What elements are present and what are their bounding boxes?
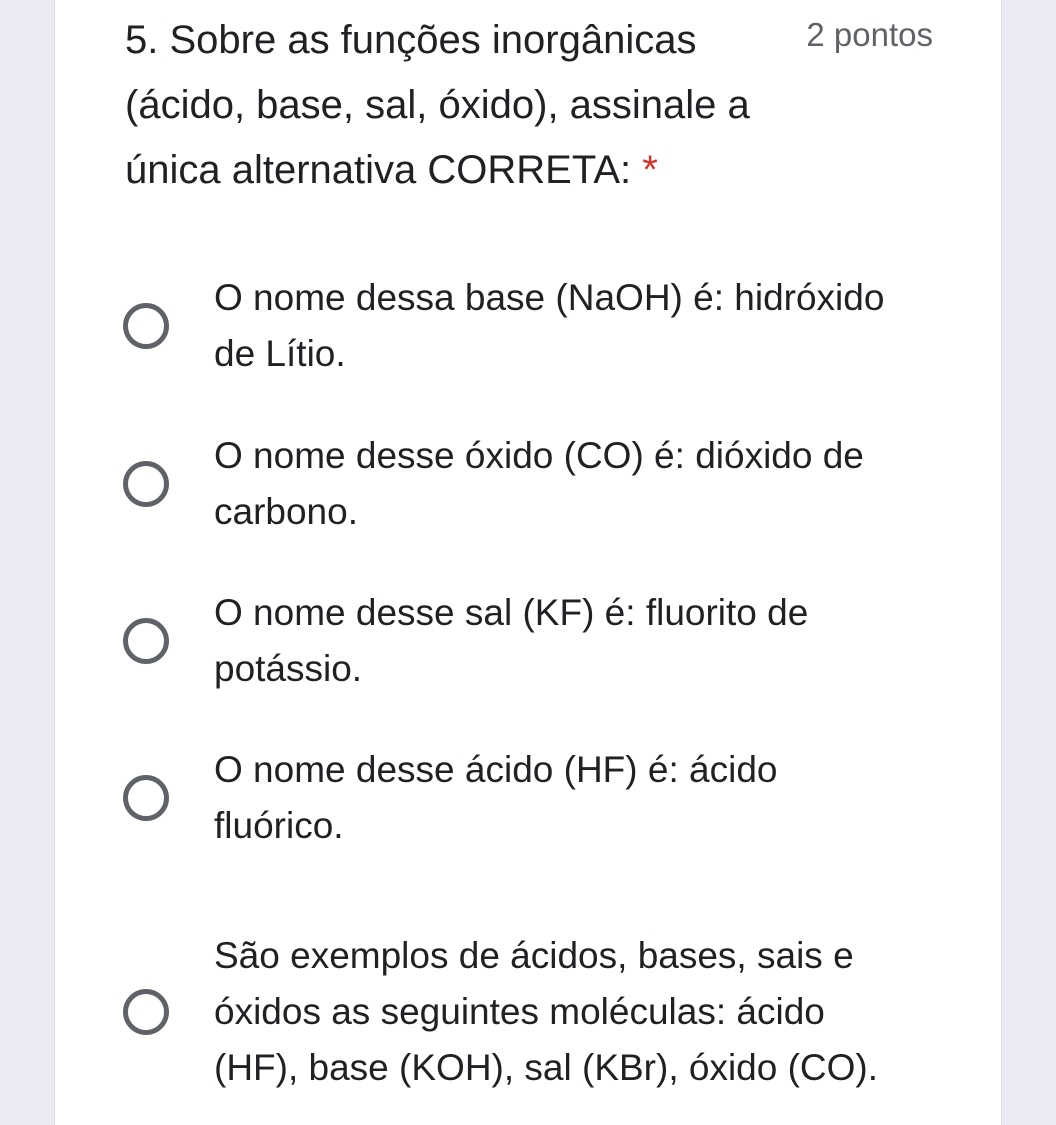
option-label: O nome desse óxido (CO) é: dióxido de carbono. [214, 435, 864, 532]
question-title [125, 8, 785, 203]
option-label: O nome dessa base (NaOH) é: hidróxido de Lítio. [214, 277, 885, 374]
option-examples[interactable] [123, 900, 923, 1124]
radio-button-icon[interactable] [123, 989, 169, 1035]
question-title-text: 5. Sobre as funções inorgânicas (ácido, base, sal, óxido), assinale a única alternativa CORRETA: [125, 18, 750, 192]
points-label: 2 pontos [806, 16, 933, 53]
option-label: O nome desse ácido (HF) é: ácido fluórico. [214, 749, 778, 846]
option-kf[interactable] [123, 585, 923, 697]
option-naoh[interactable] [123, 270, 923, 382]
radio-button-icon[interactable] [123, 775, 169, 821]
option-co[interactable] [123, 428, 923, 540]
required-asterisk: * [642, 148, 658, 192]
option-label: O nome desse sal (KF) é: fluorito de potássio. [214, 592, 809, 689]
question-card [54, 0, 1002, 1125]
radio-button-icon[interactable] [123, 303, 169, 349]
option-label: São exemplos de ácidos, bases, sais e óxidos as seguintes moléculas: ácido (HF), base (KOH), sal (KBr), óxido (CO). [214, 935, 879, 1088]
option-hf[interactable] [123, 742, 923, 854]
radio-button-icon[interactable] [123, 618, 169, 664]
radio-button-icon[interactable] [123, 461, 169, 507]
